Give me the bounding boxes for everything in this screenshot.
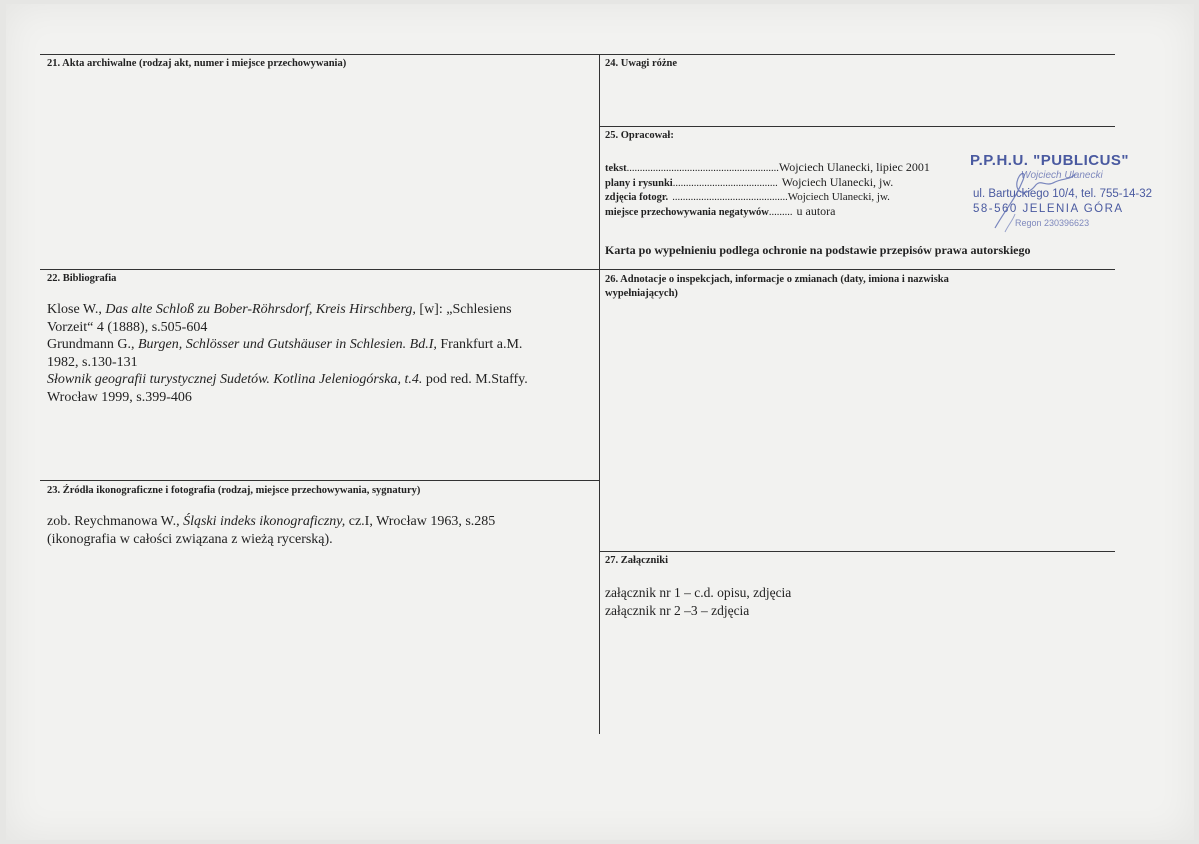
attachment-item: załącznik nr 1 – c.d. opisu, zdjęcia [605,585,792,600]
bibliography-line [47,389,595,407]
author-row-text [605,158,1025,173]
section-22-title: 22. Bibliografia [47,273,117,284]
stamp-owner: Wojciech Ulanecki [1021,170,1103,181]
bib-text: Klose W., [47,302,106,317]
attachment-item: załącznik nr 2 –3 – zdjęcia [605,602,750,618]
bib-text: Frankfurt a.M. [436,337,523,352]
bibliography-line [47,371,595,389]
bibliography-line [47,301,595,319]
section-27-title: 27. Załączniki [605,555,669,566]
author-row-plans [605,173,1025,188]
stamp-regon: Regon 230396623 [1015,218,1090,228]
rule-27 [599,551,1115,552]
section-25-title: 25. Opracował: [605,130,674,141]
center-divider [599,54,600,734]
author-row-value: Wojciech Ulanecki, jw. [787,191,890,203]
top-rule-right [599,54,1115,55]
bibliography-line [47,336,595,354]
signature-icon [975,160,1095,240]
icon-title: Śląski indeks ikonograficzny, [183,514,346,529]
bibliography-line [47,354,595,372]
rule-mid [40,269,1115,270]
author-row-value: Wojciech Ulanecki, lipiec 2001 [778,160,930,174]
author-table [605,158,1025,216]
bib-text: pod red. M.Staffy. [422,372,528,387]
icon-text: cz.I, Wrocław 1963, s.285 [345,514,496,529]
iconography-text [47,513,595,548]
copyright-notice: Karta po wypełnieniu podlega ochronie na podstawie przepisów prawa autorskiego [605,243,1031,257]
author-row-label: tekst [605,163,627,174]
attachments-list [605,584,791,619]
author-row-dots: ............................................ [672,192,788,203]
iconography-line [47,513,595,531]
icon-text: zob. Reychmanowa W., [47,514,184,529]
author-row-dots: .......................................................... [626,163,779,174]
author-row-value: u autora [796,203,836,218]
bib-text: Wrocław 1999, s.399-406 [47,389,192,405]
author-row-photos [605,187,1025,202]
bibliography-line [47,319,595,337]
bib-text: Grundmann G., [47,337,138,352]
bibliography-list [47,301,595,406]
section-23-title: 23. Źródła ikonograficzne i fotografia (rodzaj, miejsce przechowywania, sygnatury) [47,485,421,496]
company-stamp [965,152,1155,232]
bib-text: [w]: „Schlesiens [415,302,512,317]
author-row-dots: ......... [768,206,793,218]
author-row-value: Wojciech Ulanecki, jw. [781,174,894,189]
rule-23 [40,480,599,481]
author-row-negatives [605,202,1025,217]
author-row-dots: ........................................ [672,177,778,189]
section-26-title [605,273,1105,301]
bib-text: 1982, s.130-131 [47,354,138,370]
bib-text: Vorzeit“ 4 (1888), s.505-604 [47,319,208,335]
section-21-title: 21. Akta archiwalne (rodzaj akt, numer i miejsce przechowywania) [47,58,347,69]
author-row-label: zdjęcia fotogr. [605,192,669,203]
top-rule-left [40,54,599,55]
stamp-address: ul. Bartuckiego 10/4, tel. 755-14-32 [973,188,1153,200]
bib-title: Das alte Schloß zu Bober-Röhrsdorf, Kreis Hirschberg, [105,302,416,317]
author-row-label: miejsce przechowywania negatywów [605,206,769,218]
rule-25 [599,126,1115,127]
author-row-label: plany i rysunki [605,177,673,189]
stamp-city: 58-560 JELENIA GÓRA [973,203,1124,215]
section-24-title: 24. Uwagi różne [605,58,678,69]
section-26-title-line1: 26. Adnotacje o inspekcjach, informacje o zmianach (daty, imiona i nazwiska [605,274,949,285]
stamp-company-name: P.P.H.U. "PUBLICUS" [970,152,1130,169]
iconography-line: (ikonografia w całości związana z wieżą rycerską). [47,531,333,547]
bib-title: Burgen, Schlösser und Gutshäuser in Schlesien. Bd.I, [138,337,437,352]
section-26-title-line2: wypełniających) [605,288,678,299]
form-sheet [6,4,1194,840]
bib-title: Słownik geografii turystycznej Sudetów. Kotlina Jeleniogórska, t.4. [47,372,423,387]
